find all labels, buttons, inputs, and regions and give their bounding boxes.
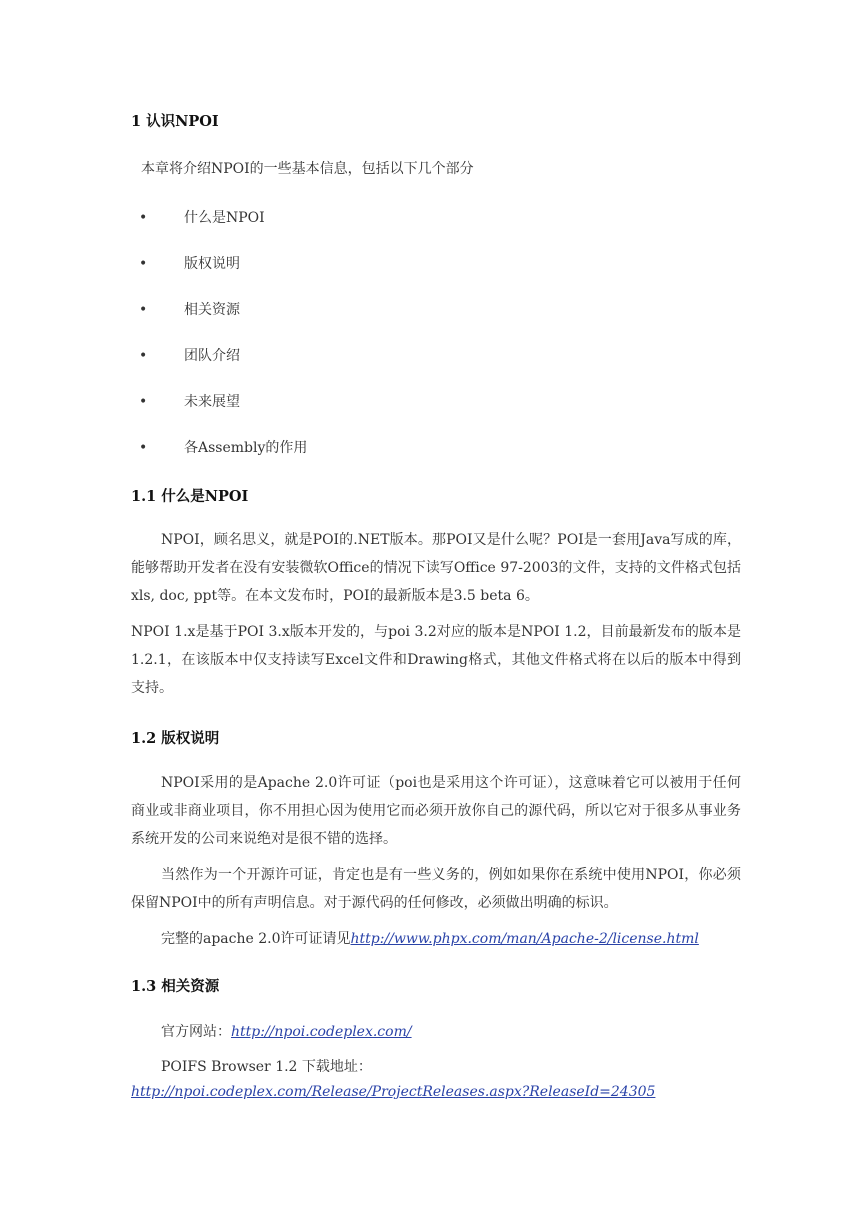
poifs-download-line [131,1084,655,1100]
section-1-1-paragraph-2: NPOI 1.x是基于POI 3.x版本开发的，与poi 3.2对应的版本是NPOI 1.2，目前最新发布的版本是1.2.1，在该版本中仅支持读写Excel文件和Drawing格式，其他文件格式将在以后的版本中得到支持。 [131,624,741,696]
list-item [139,391,240,411]
section-1-intro: 本章将介绍NPOI的一些基本信息，包括以下几个部分 [141,161,474,177]
official-site-label: 官方网站： [161,1024,231,1040]
official-site-link[interactable]: http://npoi.codeplex.com/ [231,1024,412,1040]
bullet-mark: • [139,348,148,364]
bullet-mark: • [139,256,148,272]
section-1-2-paragraph-2: 当然作为一个开源许可证，肯定也是有一些义务的，例如如果你在系统中使用NPOI，你必须保留NPOI中的所有声明信息。对于源代码的任何修改，必须做出明确的标识。 [131,867,741,911]
list-item [139,437,307,457]
list-item-text: 各Assembly的作用 [184,440,308,456]
section-1-3-heading: 1.3 相关资源 [131,978,220,995]
license-link[interactable]: http://www.phpx.com/man/Apache-2/license.html [350,931,699,947]
list-item [139,299,240,319]
section-1-2-heading: 1.2 版权说明 [131,730,220,747]
list-item [139,253,240,273]
bullet-mark: • [139,440,148,456]
list-item-text: 未来展望 [184,394,240,410]
section-1-2-paragraph-1: NPOI采用的是Apache 2.0许可证（poi也是采用这个许可证），这意味着它可以被用于任何商业或非商业项目，你不用担心因为使用它而必须开放你自己的源代码，所以它对于很多从事业务系统开发的公司来说绝对是很不错的选择。 [131,775,741,847]
section-1-heading: 1 认识NPOI [131,113,219,130]
list-item-text: 相关资源 [184,302,240,318]
list-item [139,207,265,227]
section-1-2-paragraph-3 [161,928,699,948]
poifs-download-link[interactable]: http://npoi.codeplex.com/Release/ProjectReleases.aspx?ReleaseId=24305 [131,1084,656,1100]
official-site-line [161,1021,412,1041]
bullet-mark: • [139,302,148,318]
license-text: 完整的apache 2.0许可证请见 [161,931,351,947]
list-item-text: 版权说明 [184,256,240,272]
list-item-text: 什么是NPOI [184,210,265,226]
section-1-1-heading: 1.1 什么是NPOI [131,488,249,505]
bullet-mark: • [139,210,148,226]
list-item-text: 团队介绍 [184,348,240,364]
list-item [139,345,240,365]
section-1-1-paragraph-1: NPOI，顾名思义，就是POI的.NET版本。那POI又是什么呢？POI是一套用Java写成的库，能够帮助开发者在没有安装微软Office的情况下读写Office 97-2003的文件，支持的文件格式包括xls, doc, ppt等。在本文发布时，POI的最新版本是3.5 beta 6。 [131,532,741,604]
poifs-download-label: POIFS Browser 1.2 下载地址： [161,1059,372,1075]
bullet-mark: • [139,394,148,410]
